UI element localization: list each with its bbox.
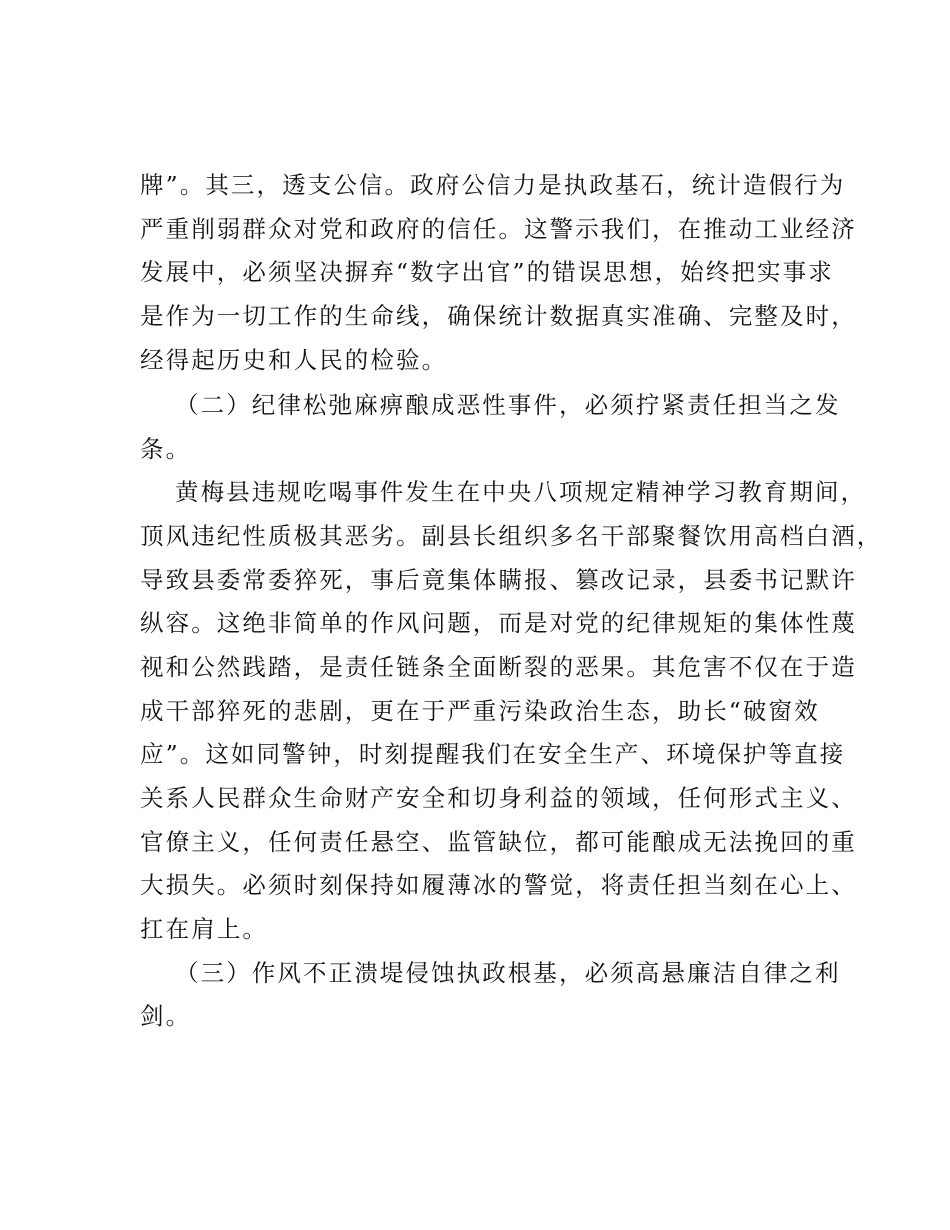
text-line: 纵容。这绝非简单的作风问题，而是对党的纪律规矩的集体性蔑 <box>140 609 857 637</box>
text-line: 严重削弱群众对党和政府的信任。这警示我们，在推动工业经济 <box>140 215 857 243</box>
text-line: 应”。这如同警钟，时刻提醒我们在安全生产、环境保护等直接 <box>140 740 846 768</box>
text-line: 牌”。其三，透支公信。政府公信力是执政基石，统计造假行为 <box>140 171 846 199</box>
text-line: 扛在肩上。 <box>140 915 268 943</box>
text-line: 大损失。必须时刻保持如履薄冰的警觉，将责任担当刻在心上、 <box>140 871 857 899</box>
paragraph-start: 黄梅县违规吃喝事件发生在中央八项规定精神学习教育期间， <box>175 478 867 506</box>
section-heading-continued: 条。 <box>140 435 192 463</box>
text-line: 是作为一切工作的生命线，确保统计数据真实准确、完整及时， <box>140 302 857 330</box>
text-line: 关系人民群众生命财产安全和切身利益的领域，任何形式主义、 <box>140 784 857 812</box>
text-line: 经得起历史和人民的检验。 <box>140 346 448 374</box>
text-line: 成干部猝死的悲剧，更在于严重污染政治生态，助长“破窗效 <box>140 697 820 725</box>
text-line: 导致县委常委猝死，事后竟集体瞒报、篡改记录，县委书记默许 <box>140 566 857 594</box>
text-line: 发展中，必须坚决摒弃“数字出官”的错误思想，始终把实事求 <box>140 258 834 286</box>
section-heading-continued: 剑。 <box>140 1002 192 1030</box>
text-line: 视和公然践踏，是责任链条全面断裂的恶果。其危害不仅在于造 <box>140 653 857 681</box>
section-heading: （三）作风不正溃堤侵蚀执政根基，必须高悬廉洁自律之利 <box>175 959 841 987</box>
text-line: 官僚主义，任何责任悬空、监管缺位，都可能酿成无法挽回的重 <box>140 828 857 856</box>
text-line: 顶风违纪性质极其恶劣。副县长组织多名干部聚餐饮用高档白酒， <box>140 522 883 550</box>
section-heading: （二）纪律松弛麻痹酿成恶性事件，必须拧紧责任担当之发 <box>175 391 841 419</box>
